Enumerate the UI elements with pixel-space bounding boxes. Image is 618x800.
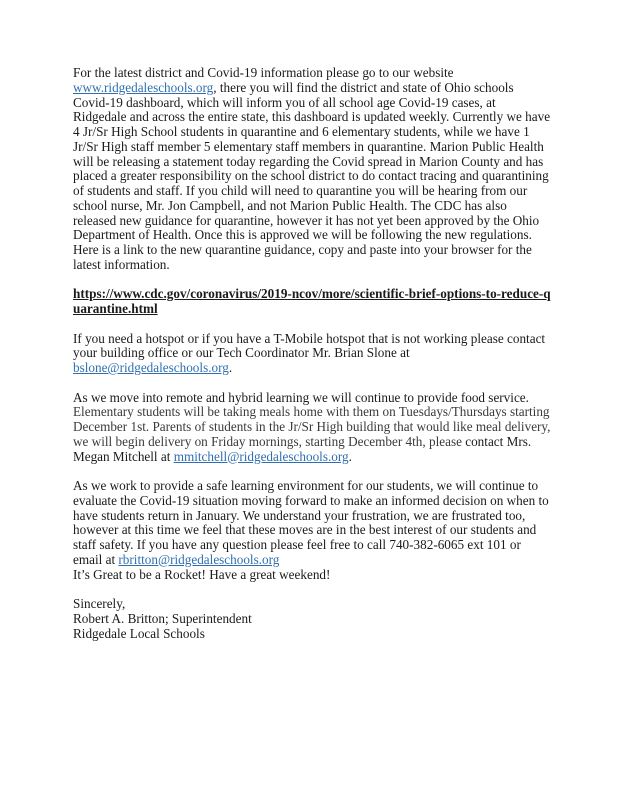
para3-body: Elementary students will be taking meals home with them on Tuesdays/Thursdays starting December 1st. Parents of students in the Jr/Sr High building that would like meal delivery, we will begin delivery on Friday mornings, starting December 4th, please [73, 404, 551, 449]
letter-page [73, 66, 551, 641]
rbritton-email-link[interactable]: rbritton@ridgedaleschools.org [118, 551, 280, 567]
valediction: Sincerely, [73, 596, 126, 611]
para3-contact: contact Mrs. Megan Mitchell at [73, 433, 532, 464]
cdc-quarantine-guidance-link[interactable]: https://www.cdc.gov/coronavirus/2019-ncov/more/scientific-brief-options-to-reduce-quarantine.html [73, 286, 551, 316]
para3-lead: As we move into remote and hybrid learning we will continue to provide food service. [73, 389, 529, 405]
signer-organization: Ridgedale Local Schools [73, 625, 205, 641]
website-link[interactable]: www.ridgedaleschools.org [73, 79, 214, 95]
signature-block [73, 597, 551, 641]
closing-line: It’s Great to be a Rocket! Have a great weekend! [73, 566, 331, 582]
covid-info-paragraph [73, 66, 551, 273]
para2-end: . [228, 360, 233, 375]
para1-body: , there you will find the district and state of Ohio schools Covid-19 dashboard, which will inform you of all school age Covid-19 cases, at Ridgedale and across the entire state, this dashboard is updated weekly. Currently we have 4 Jr/Sr High School students in quarantine and 6 elementary students, while we have 1 Jr/Sr High staff member 5 elementary staff members in quarantine. Marion Public Health will be releasing a statement today regarding the Covid spread in Marion County and has placed a greater responsibility on the school district to do contact tracing and quarantining of students and staff. If you child will need to quarantine you will be hearing from our school nurse, Mr. Jon Campbell, and not Marion Public Health. The CDC has also released new guidance for quarantine, however it has not yet been approved by the Ohio Department of Health. Once this is approved we will be following the new regulations. Here is a link to the new quarantine guidance, copy and paste into your browser for the latest information. [73, 79, 551, 272]
para4-body: As we work to provide a safe learning environment for our students, we will continue to evaluate the Covid-19 situation moving forward to make an informed decision on when to have students return in January. We understand your frustration, we are frustrated too, however at this time we feel that these moves are in the best interest of our students and staff safety. If you have any question please feel free to call 740-382-6065 ext 101 or email at [73, 478, 549, 567]
para1-lead: For the latest district and Covid-19 information please go to our website [73, 65, 454, 80]
cdc-link-paragraph [73, 287, 551, 317]
signer-name-title: Robert A. Britton; Superintendent [73, 610, 252, 626]
para2-body: If you need a hotspot or if you have a T-Mobile hotspot that is not working please contact your building office or our Tech Coordinator Mr. Brian Slone at [73, 330, 546, 361]
bslone-email-link[interactable]: bslone@ridgedaleschools.org [73, 360, 229, 375]
para3-end: . [348, 448, 352, 464]
mmitchell-email-link[interactable]: mmitchell@ridgedaleschools.org [173, 448, 349, 464]
evaluation-paragraph [73, 479, 551, 582]
food-service-paragraph [73, 391, 551, 465]
hotspot-paragraph [73, 332, 551, 376]
